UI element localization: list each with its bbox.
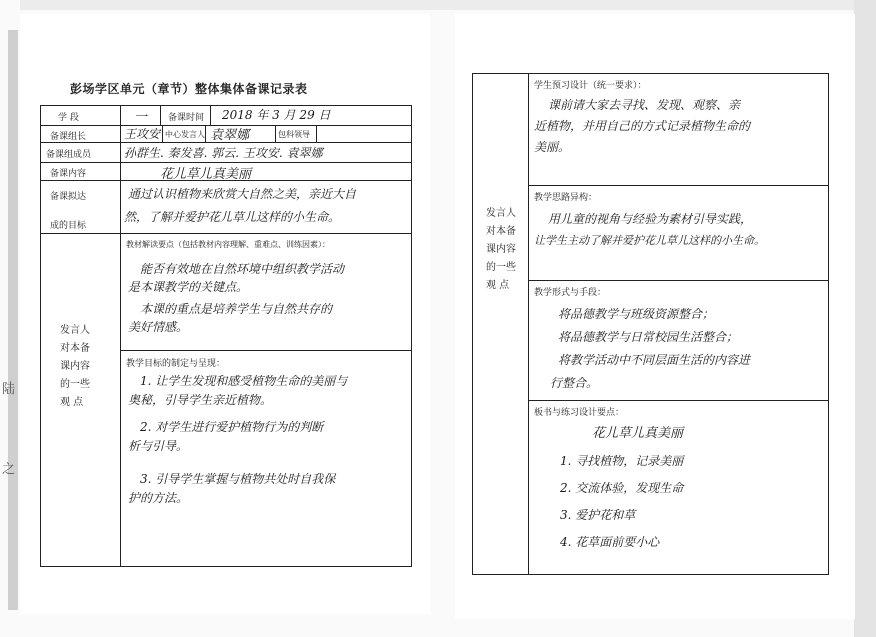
scan-right-edge: [854, 0, 876, 637]
label-lesson-content: 备课内容: [50, 169, 87, 179]
label-stage: 学 段: [58, 113, 79, 123]
board-design-body: 1. 寻找植物，记录美丽 2. 交流体验，发现生命 3. 爱护花和草 4. 花草面前要小心: [560, 454, 684, 549]
group-members-value: 孙群生. 秦发喜. 郭云. 王攻安. 袁翠娜: [124, 146, 323, 160]
lesson-content-value: 花儿草儿真美丽: [160, 167, 252, 182]
group-leader-value: 王攻安: [124, 127, 161, 141]
label-subject-leader: 包科领导: [278, 130, 310, 139]
scan-left-edge: [8, 30, 18, 610]
label-central-speaker: 中心发言人: [165, 130, 205, 139]
central-speaker-value: 袁翠娜: [210, 128, 250, 143]
preview-design-header: 学生预习设计（统一要求）：: [534, 81, 647, 91]
preview-design-body: 课前请大家去寻找、发现、观察、亲 近植物，并用自己的方式记录植物生命的 美丽。: [534, 98, 751, 154]
teaching-approach-body: 用儿童的视角与经验为素材引导实践， 让学生主动了解并爱护花儿草儿这样的小生命。: [534, 212, 765, 247]
teaching-goals-header: 教学目标的制定与呈现：: [126, 359, 226, 369]
label-goal-line1: 备课拟达: [50, 192, 87, 202]
document-title: 彭场学区单元（章节）整体集体备课记录表: [70, 82, 308, 96]
goal-text-line2: 然，了解并爱护花儿草儿这样的小生命。: [124, 210, 341, 224]
teaching-method-body: 将品德教学与班级资源整合； 将品德教学与日常校园生活整合； 将教学活动中不同层面生活的内容进 行整合。: [550, 307, 751, 390]
teaching-approach-header: 教学思路异构：: [534, 193, 598, 203]
label-group-members: 备课组成员: [46, 150, 92, 160]
stage-value: 一: [134, 110, 148, 125]
prep-time-value: 2018 年 3 月 29 日: [222, 108, 331, 122]
board-design-title: 花儿草儿真美丽: [592, 426, 684, 441]
board-design-header: 板书与练习设计要点：: [534, 408, 625, 418]
margin-mark: 陆: [2, 382, 16, 397]
margin-mark: 之: [2, 462, 16, 477]
textbook-analysis-header: 教材解读要点（包括教材内容理解、重难点、训练因素）：: [126, 240, 330, 249]
teaching-goals-body: 1. 让学生发现和感受植物生命的美丽与 奥秘，引导学生亲近植物。 2. 对学生进行爱护植物行为的判断 析与引导。 3. 引导学生掌握与植物共处时自我保 护的方法。: [128, 374, 348, 505]
textbook-analysis-body: 能否有效地在自然环境中组织教学活动 是本课教学的关键点。 本课的重点是培养学生与自然共存的 美好情感。: [128, 262, 345, 334]
teaching-method-header: 教学形式与手段：: [534, 288, 607, 298]
label-goal-line2: 成的目标: [50, 221, 87, 231]
right-speaker-views-label: 发言人 对本备 课内容 的一些 观 点: [486, 208, 516, 291]
speaker-views-label: 发言人 对本备 课内容 的一些 观 点: [60, 325, 90, 408]
goal-text-line1: 通过认识植物来欣赏大自然之美，亲近大自: [128, 187, 357, 201]
scan-top-shadow: [20, 0, 860, 10]
label-group-leader: 备课组长: [50, 132, 87, 142]
label-prep-time: 备课时间: [168, 113, 205, 123]
